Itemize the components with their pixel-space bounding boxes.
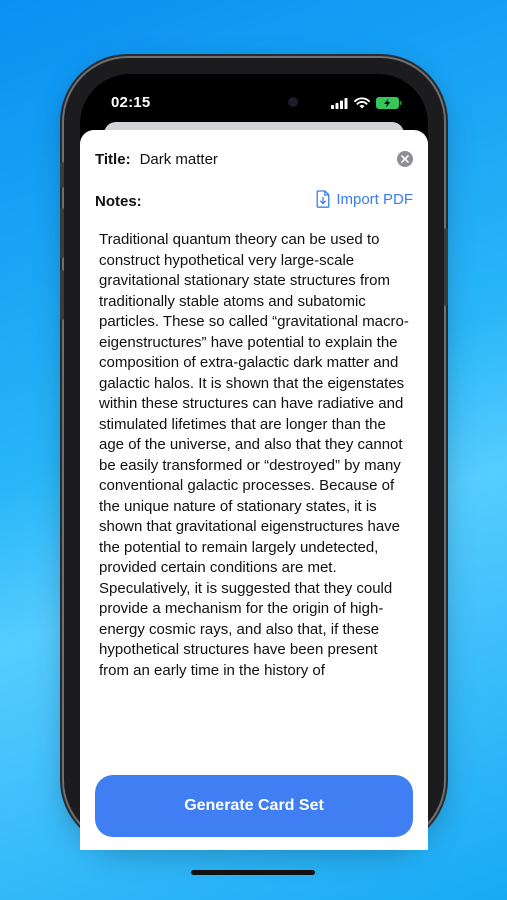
import-pdf-button[interactable]: [316, 190, 413, 208]
clear-x-icon: [401, 155, 409, 163]
status-bar: [80, 74, 428, 126]
front-camera: [288, 97, 298, 107]
status-icons: [331, 96, 402, 114]
cellular-signal-icon: [331, 96, 348, 114]
clear-title-button[interactable]: [397, 151, 413, 167]
document-import-icon: [316, 190, 330, 208]
title-label: Title:: [95, 150, 131, 168]
title-row: [95, 146, 413, 172]
home-indicator: [191, 870, 315, 875]
action-button: [60, 162, 64, 188]
notes-row: [95, 188, 413, 214]
create-card-set-sheet: [80, 130, 428, 850]
notes-label: Notes:: [95, 192, 142, 210]
dynamic-island: [214, 88, 310, 116]
battery-charging-icon: [376, 96, 402, 114]
phone-frame: [64, 58, 444, 844]
volume-down-button: [60, 270, 64, 320]
notes-text-editor[interactable]: Traditional quantum theory can be used to construct hypothetical very large-scale gravitational stationary state structures from traditionally stable atoms and subatomic particles. These so called “gravitational macro- eigenstructures” have potential to explain the composition of extra-galactic dark matter and galactic halos. It is shown that the eigenstates within these structures can have radiative and stimulated lifetimes that are longer than the age of the universe, and also that they cannot be easily transformed or “destroyed” by many conventional galactic processes. Because of the unique nature of stationary states, it is shown that gravitational eigenstructures have the potential to remain largely undetected, provided certain conditions are met. Speculatively, it is suggested that they could provide a mechanism for the origin of high-energy cosmic rays, and also that, if these hypothetical structures have been present from an early time in the history of: [99, 231, 414, 679]
screen: [80, 74, 428, 830]
wifi-icon: [354, 96, 370, 114]
import-pdf-label: Import PDF: [336, 190, 413, 208]
power-button: [444, 228, 448, 306]
generate-card-set-button[interactable]: Generate Card Set: [95, 775, 413, 837]
status-time: 02:15: [111, 94, 151, 111]
title-field[interactable]: Dark matter: [139, 150, 218, 168]
volume-up-button: [60, 208, 64, 258]
